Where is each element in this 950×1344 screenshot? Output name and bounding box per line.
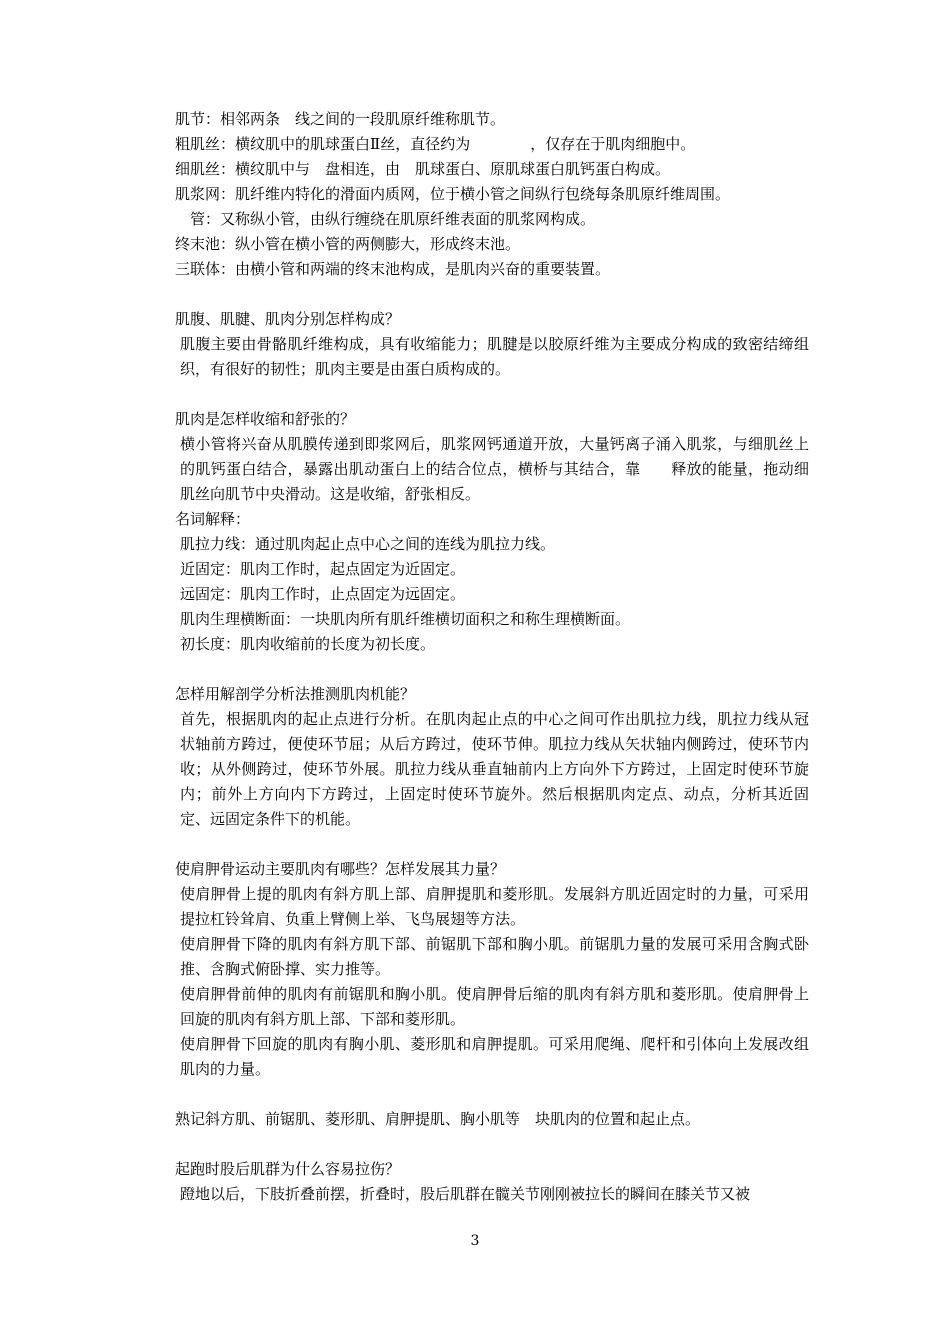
spacer [145, 1082, 809, 1107]
term-item: 初长度：肌肉收缩前的长度为初长度。 [180, 635, 436, 653]
question-heading: 使肩胛骨运动主要肌肉有哪些？怎样发展其力量？ [175, 860, 506, 878]
answer-paragraph: 首先，根据肌肉的起止点进行分析。在肌肉起止点的中心之间可作出肌拉力线，肌拉力线从冠状轴前方跨过，便使环节屈；从后方跨过，使环节伸。肌拉力线从矢状轴内侧跨过，使环节内收；从外侧跨过，使环节外展。肌拉力线从垂直轴前内上方向外下方跨过，上固定时使环节旋内；前外上方向内下方跨过，上固定时使环节旋外。然后根据肌肉定点、动点，分析其近固定、远固定条件下的机能。 [180, 710, 809, 828]
terms-heading: 名词解释： [175, 510, 251, 528]
answer-paragraph: 使肩胛骨上提的肌肉有斜方肌上部、肩胛提肌和菱形肌。发展斜方肌近固定时的力量，可采用提拉杠铃耸肩、负重上臂侧上举、飞鸟展翅等方法。 [180, 885, 809, 928]
page-number: 3 [470, 1233, 480, 1249]
term-item: 肌拉力线：通过肌肉起止点中心之间的连线为肌拉力线。 [180, 535, 556, 553]
answer-paragraph: 肌腹主要由骨骼肌纤维构成，具有收缩能力；肌腱是以胶原纤维为主要成分构成的致密结缔组织，有很好的韧性；肌肉主要是由蛋白质构成的。 [180, 335, 809, 378]
question-heading: 肌腹、肌腱、肌肉分别怎样构成？ [175, 310, 401, 328]
answer-paragraph: 使肩胛骨下降的肌肉有斜方肌下部、前锯肌下部和胸小肌。前锯肌力量的发展可采用含胸式卧推、含胸式俯卧撑、实力推等。 [180, 935, 809, 978]
term-item: 肌肉生理横断面：一块肌肉所有肌纤维横切面积之和称生理横断面。 [180, 610, 631, 628]
definition-thin-filament: 细肌丝：横纹肌中与 盘相连，由 肌球蛋白、原肌球蛋白肌钙蛋白构成。 [175, 160, 671, 178]
question-heading: 肌肉是怎样收缩和舒张的？ [175, 410, 356, 428]
definition-thick-filament: 粗肌丝：横纹肌中的肌球蛋白Ⅱ丝，直径约为 ，仅存在于肌肉细胞中。 [175, 135, 696, 153]
spacer [145, 657, 809, 682]
spacer [145, 832, 809, 857]
definition-l-tubule: 管：又称纵小管，由纵行缠绕在肌原纤维表面的肌浆网构成。 [190, 210, 596, 228]
term-item: 远固定：肌肉工作时，止点固定为远固定。 [180, 585, 466, 603]
definition-sarcoplasmic-reticulum: 肌浆网：肌纤维内特化的滑面内质网，位于横小管之间纵行包绕每条肌原纤维周围。 [175, 185, 731, 203]
answer-paragraph: 蹬地以后，下肢折叠前摆，折叠时，股后肌群在髋关节刚刚被拉长的瞬间在膝关节又被 [180, 1185, 751, 1203]
answer-paragraph: 使肩胛骨前伸的肌肉有前锯肌和胸小肌。使肩胛骨后缩的肌肉有斜方肌和菱形肌。使肩胛骨上回旋的肌肉有斜方肌上部、下部和菱形肌。 [180, 985, 809, 1028]
term-item: 近固定：肌肉工作时，起点固定为近固定。 [180, 560, 466, 578]
spacer [145, 1132, 809, 1157]
question-heading: 怎样用解剖学分析法推测肌肉机能？ [175, 685, 416, 703]
definition-triad: 三联体：由横小管和两端的终末池构成，是肌肉兴奋的重要装置。 [175, 260, 611, 278]
definition-terminal-cisterna: 终末池：纵小管在横小管的两侧膨大，形成终末池。 [175, 235, 521, 253]
spacer [145, 382, 809, 407]
definition-sarcomere: 肌节：相邻两条 线之间的一段肌原纤维称肌节。 [175, 110, 506, 128]
question-heading: 起跑时股后肌群为什么容易拉伤？ [175, 1160, 401, 1178]
answer-paragraph: 横小管将兴奋从肌膜传递到即浆网后，肌浆网钙通道开放，大量钙离子涌入肌浆，与细肌丝上的肌钙蛋白结合，暴露出肌动蛋白上的结合位点，横桥与其结合，靠 释放的能量，拖动细肌丝向肌节中央滑动。这是收缩，舒张相反。 [180, 435, 809, 503]
spacer [145, 282, 809, 307]
answer-paragraph: 使肩胛骨下回旋的肌肉有胸小肌、菱形肌和肩胛提肌。可采用爬绳、爬杆和引体向上发展改组肌肉的力量。 [180, 1035, 809, 1078]
document-body [145, 107, 809, 1207]
memorize-note: 熟记斜方肌、前锯肌、菱形肌、肩胛提肌、胸小肌等 块肌肉的位置和起止点。 [175, 1110, 701, 1128]
